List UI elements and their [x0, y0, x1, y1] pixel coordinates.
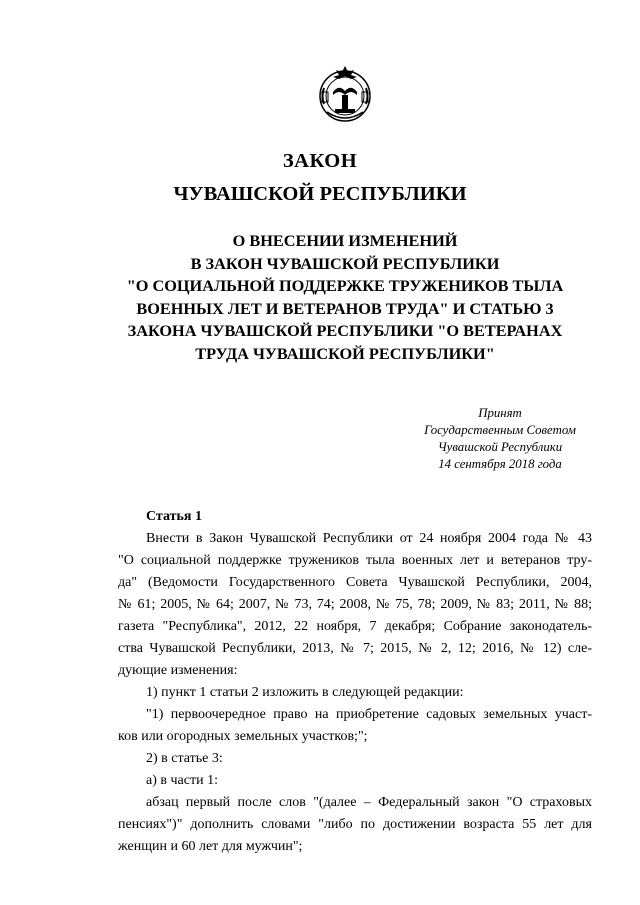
adoption-line: Чувашской Республики	[437, 440, 563, 454]
adoption-line: Принят	[478, 406, 522, 420]
body-line: 1) пункт 1 статьи 2 изложить в следующей редакции:	[146, 685, 464, 700]
emblem-icon	[316, 62, 374, 126]
subtitle-line: ЗАКОНА ЧУВАШСКОЙ РЕСПУБЛИКИ "О ВЕТЕРАНАХ	[127, 321, 563, 340]
adoption-date: 14 сентября 2018 года	[438, 457, 562, 471]
body-line: "О социальной поддержке тружеников тыла военных лет и ветеранов тру-	[118, 553, 592, 568]
body-line: Внести в Закон Чувашской Республики от 24 ноября 2004 года № 43	[146, 531, 592, 546]
adoption-note	[400, 405, 600, 473]
article-heading: Статья 1	[146, 509, 202, 524]
body-line: ства Чувашской Республики, 2013, № 7; 2015, № 2, 12; 2016, № 12) сле-	[118, 641, 592, 656]
body-line: пенсиях")" дополнить словами "либо по достижении возраста 55 лет для	[118, 817, 592, 832]
body-line: а) в части 1:	[146, 773, 218, 788]
body-line: 2) в статье 3:	[146, 751, 223, 766]
law-subtitle	[110, 230, 580, 365]
body-line: дующие изменения:	[118, 663, 238, 678]
law-title: ЗАКОН	[282, 150, 358, 172]
body-line: "1) первоочередное право на приобретение садовых земельных участ-	[146, 707, 592, 722]
body-line: № 61; 2005, № 64; 2007, № 73, 74; 2008, № 75, 78; 2009, № 83; 2011, № 88;	[118, 597, 592, 612]
body-line: газета "Республика", 2012, 22 ноября, 7 декабря; Собрание законодатель-	[118, 619, 592, 634]
body-line: абзац первый после слов "(далее – Федеральный закон "О страховых	[146, 795, 592, 810]
subtitle-line: В ЗАКОН ЧУВАШСКОЙ РЕСПУБЛИКИ	[190, 253, 500, 273]
adoption-line: Государственным Советом	[424, 423, 576, 437]
subtitle-line: ТРУДА ЧУВАШСКОЙ РЕСПУБЛИКИ"	[195, 343, 495, 363]
body-line: ков или огородных земельных участков;";	[118, 729, 368, 744]
subtitle-line: "О СОЦИАЛЬНОЙ ПОДДЕРЖКЕ ТРУЖЕНИКОВ ТЫЛА	[126, 276, 564, 295]
law-title-republic: ЧУВАШСКОЙ РЕСПУБЛИКИ	[173, 183, 467, 205]
article-body	[118, 528, 592, 858]
subtitle-line: О ВНЕСЕНИИ ИЗМЕНЕНИЙ	[232, 231, 458, 250]
subtitle-line: ВОЕННЫХ ЛЕТ И ВЕТЕРАНОВ ТРУДА" И СТАТЬЮ 3	[136, 298, 554, 318]
body-line: да" (Ведомости Государственного Совета Чувашской Республики, 2004,	[118, 575, 592, 590]
body-line: женщин и 60 лет для мужчин";	[118, 839, 303, 854]
